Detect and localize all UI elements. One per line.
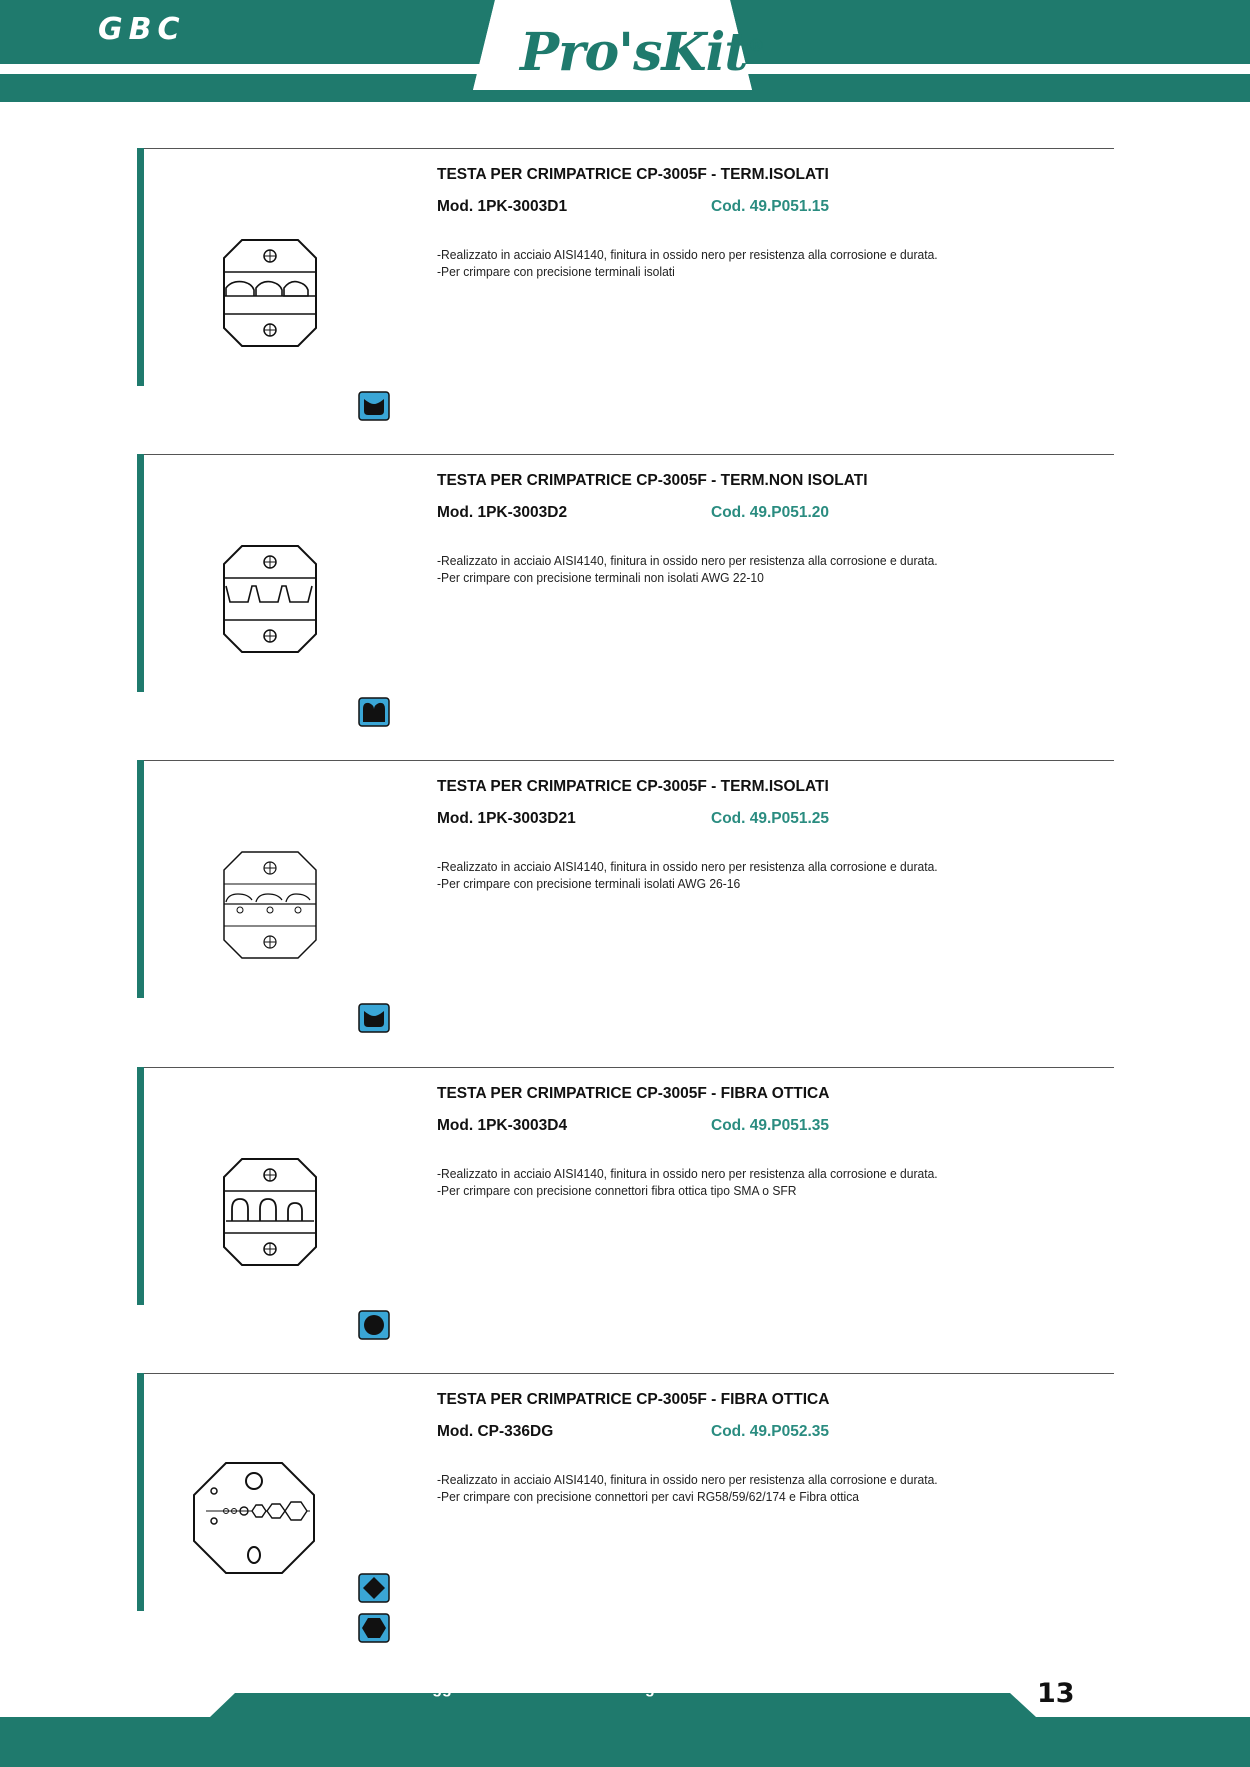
product-entry [0, 760, 1250, 1060]
accent-bar [137, 760, 144, 998]
gbc-logo: GBC [98, 12, 186, 47]
product-description [437, 246, 938, 280]
description-line: -Per crimpare con precisione terminali non isolati AWG 22-10 [437, 570, 764, 585]
registered-mark: ® [747, 35, 765, 57]
crimp-die-coax-fiber-icon [192, 1461, 316, 1575]
product-model: Mod. 1PK-3003D4 [437, 1117, 568, 1134]
product-description [437, 552, 938, 586]
proskit-logo-text: Pro'sKit [520, 22, 748, 83]
description-line: -Realizzato in acciaio AISI4140, finitura in ossido nero per resistenza alla corrosione e durata. [437, 553, 938, 568]
product-model: Mod. CP-336DG [437, 1423, 554, 1440]
product-entry [0, 454, 1250, 754]
crimp-die-insulated-small-icon [222, 850, 318, 960]
product-title: TESTA PER CRIMPATRICE CP-3005F - TERM.ISOLATI [437, 166, 829, 183]
product-model: Mod. 1PK-3003D2 [437, 504, 568, 521]
divider-line [144, 1373, 1114, 1374]
page-number: 13 [1037, 1678, 1075, 1709]
crimp-die-insulated-icon [222, 238, 318, 348]
product-code: Cod. 49.P051.35 [711, 1117, 830, 1134]
round-crimp-badge-icon [358, 1310, 390, 1340]
accent-bar [137, 454, 144, 692]
proskit-logo [520, 22, 764, 83]
description-line: -Realizzato in acciaio AISI4140, finitura in ossido nero per resistenza alla corrosione e durata. [437, 247, 938, 262]
product-entry [0, 1373, 1250, 1673]
product-code: Cod. 49.P051.20 [711, 504, 830, 521]
description-line: -Realizzato in acciaio AISI4140, finitura in ossido nero per resistenza alla corrosione e durata. [437, 859, 938, 874]
product-title: TESTA PER CRIMPATRICE CP-3005F - FIBRA OTTICA [437, 1085, 830, 1102]
accent-bar [137, 1373, 144, 1611]
description-line: -Realizzato in acciaio AISI4140, finitura in ossido nero per resistenza alla corrosione e durata. [437, 1166, 938, 1181]
accent-bar [137, 148, 144, 386]
insulated-terminal-badge-icon [358, 391, 390, 421]
product-model: Mod. 1PK-3003D1 [437, 198, 568, 215]
product-title: TESTA PER CRIMPATRICE CP-3005F - TERM.ISOLATI [437, 778, 829, 795]
product-model: Mod. 1PK-3003D21 [437, 810, 576, 827]
diamond-crimp-badge-icon [358, 1573, 390, 1603]
divider-line [144, 454, 1114, 455]
description-line: -Per crimpare con precisione connettori fibra ottica tipo SMA o SFR [437, 1183, 797, 1198]
accent-bar [137, 1067, 144, 1305]
divider-line [144, 760, 1114, 761]
product-description [437, 1165, 938, 1199]
product-description [437, 858, 938, 892]
product-code: Cod. 49.P051.25 [711, 810, 830, 827]
product-entry [0, 148, 1250, 448]
divider-line [144, 1067, 1114, 1068]
description-line: -Per crimpare con precisione terminali isolati AWG 26-16 [437, 876, 741, 891]
product-code: Cod. 49.P051.15 [711, 198, 830, 215]
description-line: -Per crimpare con precisione connettori per cavi RG58/59/62/174 e Fibra ottica [437, 1489, 860, 1504]
page-header [0, 0, 1250, 110]
non-insulated-terminal-badge-icon [358, 697, 390, 727]
hex-crimp-badge-icon [358, 1613, 390, 1643]
product-code: Cod. 49.P052.35 [711, 1423, 830, 1440]
crimp-die-non-insulated-icon [222, 544, 318, 654]
description-line: -Realizzato in acciaio AISI4140, finitura in ossido nero per resistenza alla corrosione e durata. [437, 1472, 938, 1487]
product-description [437, 1471, 938, 1505]
footer-info-text: Maggiori informazioni su www.gbconline.it [410, 1680, 735, 1697]
product-entry [0, 1067, 1250, 1367]
product-title: TESTA PER CRIMPATRICE CP-3005F - FIBRA OTTICA [437, 1391, 830, 1408]
product-title: TESTA PER CRIMPATRICE CP-3005F - TERM.NON ISOLATI [437, 472, 868, 489]
description-line: -Per crimpare con precisione terminali isolati [437, 264, 675, 279]
crimp-die-fiber-optic-icon [222, 1157, 318, 1267]
insulated-terminal-badge-icon [358, 1003, 390, 1033]
divider-line [144, 148, 1114, 149]
